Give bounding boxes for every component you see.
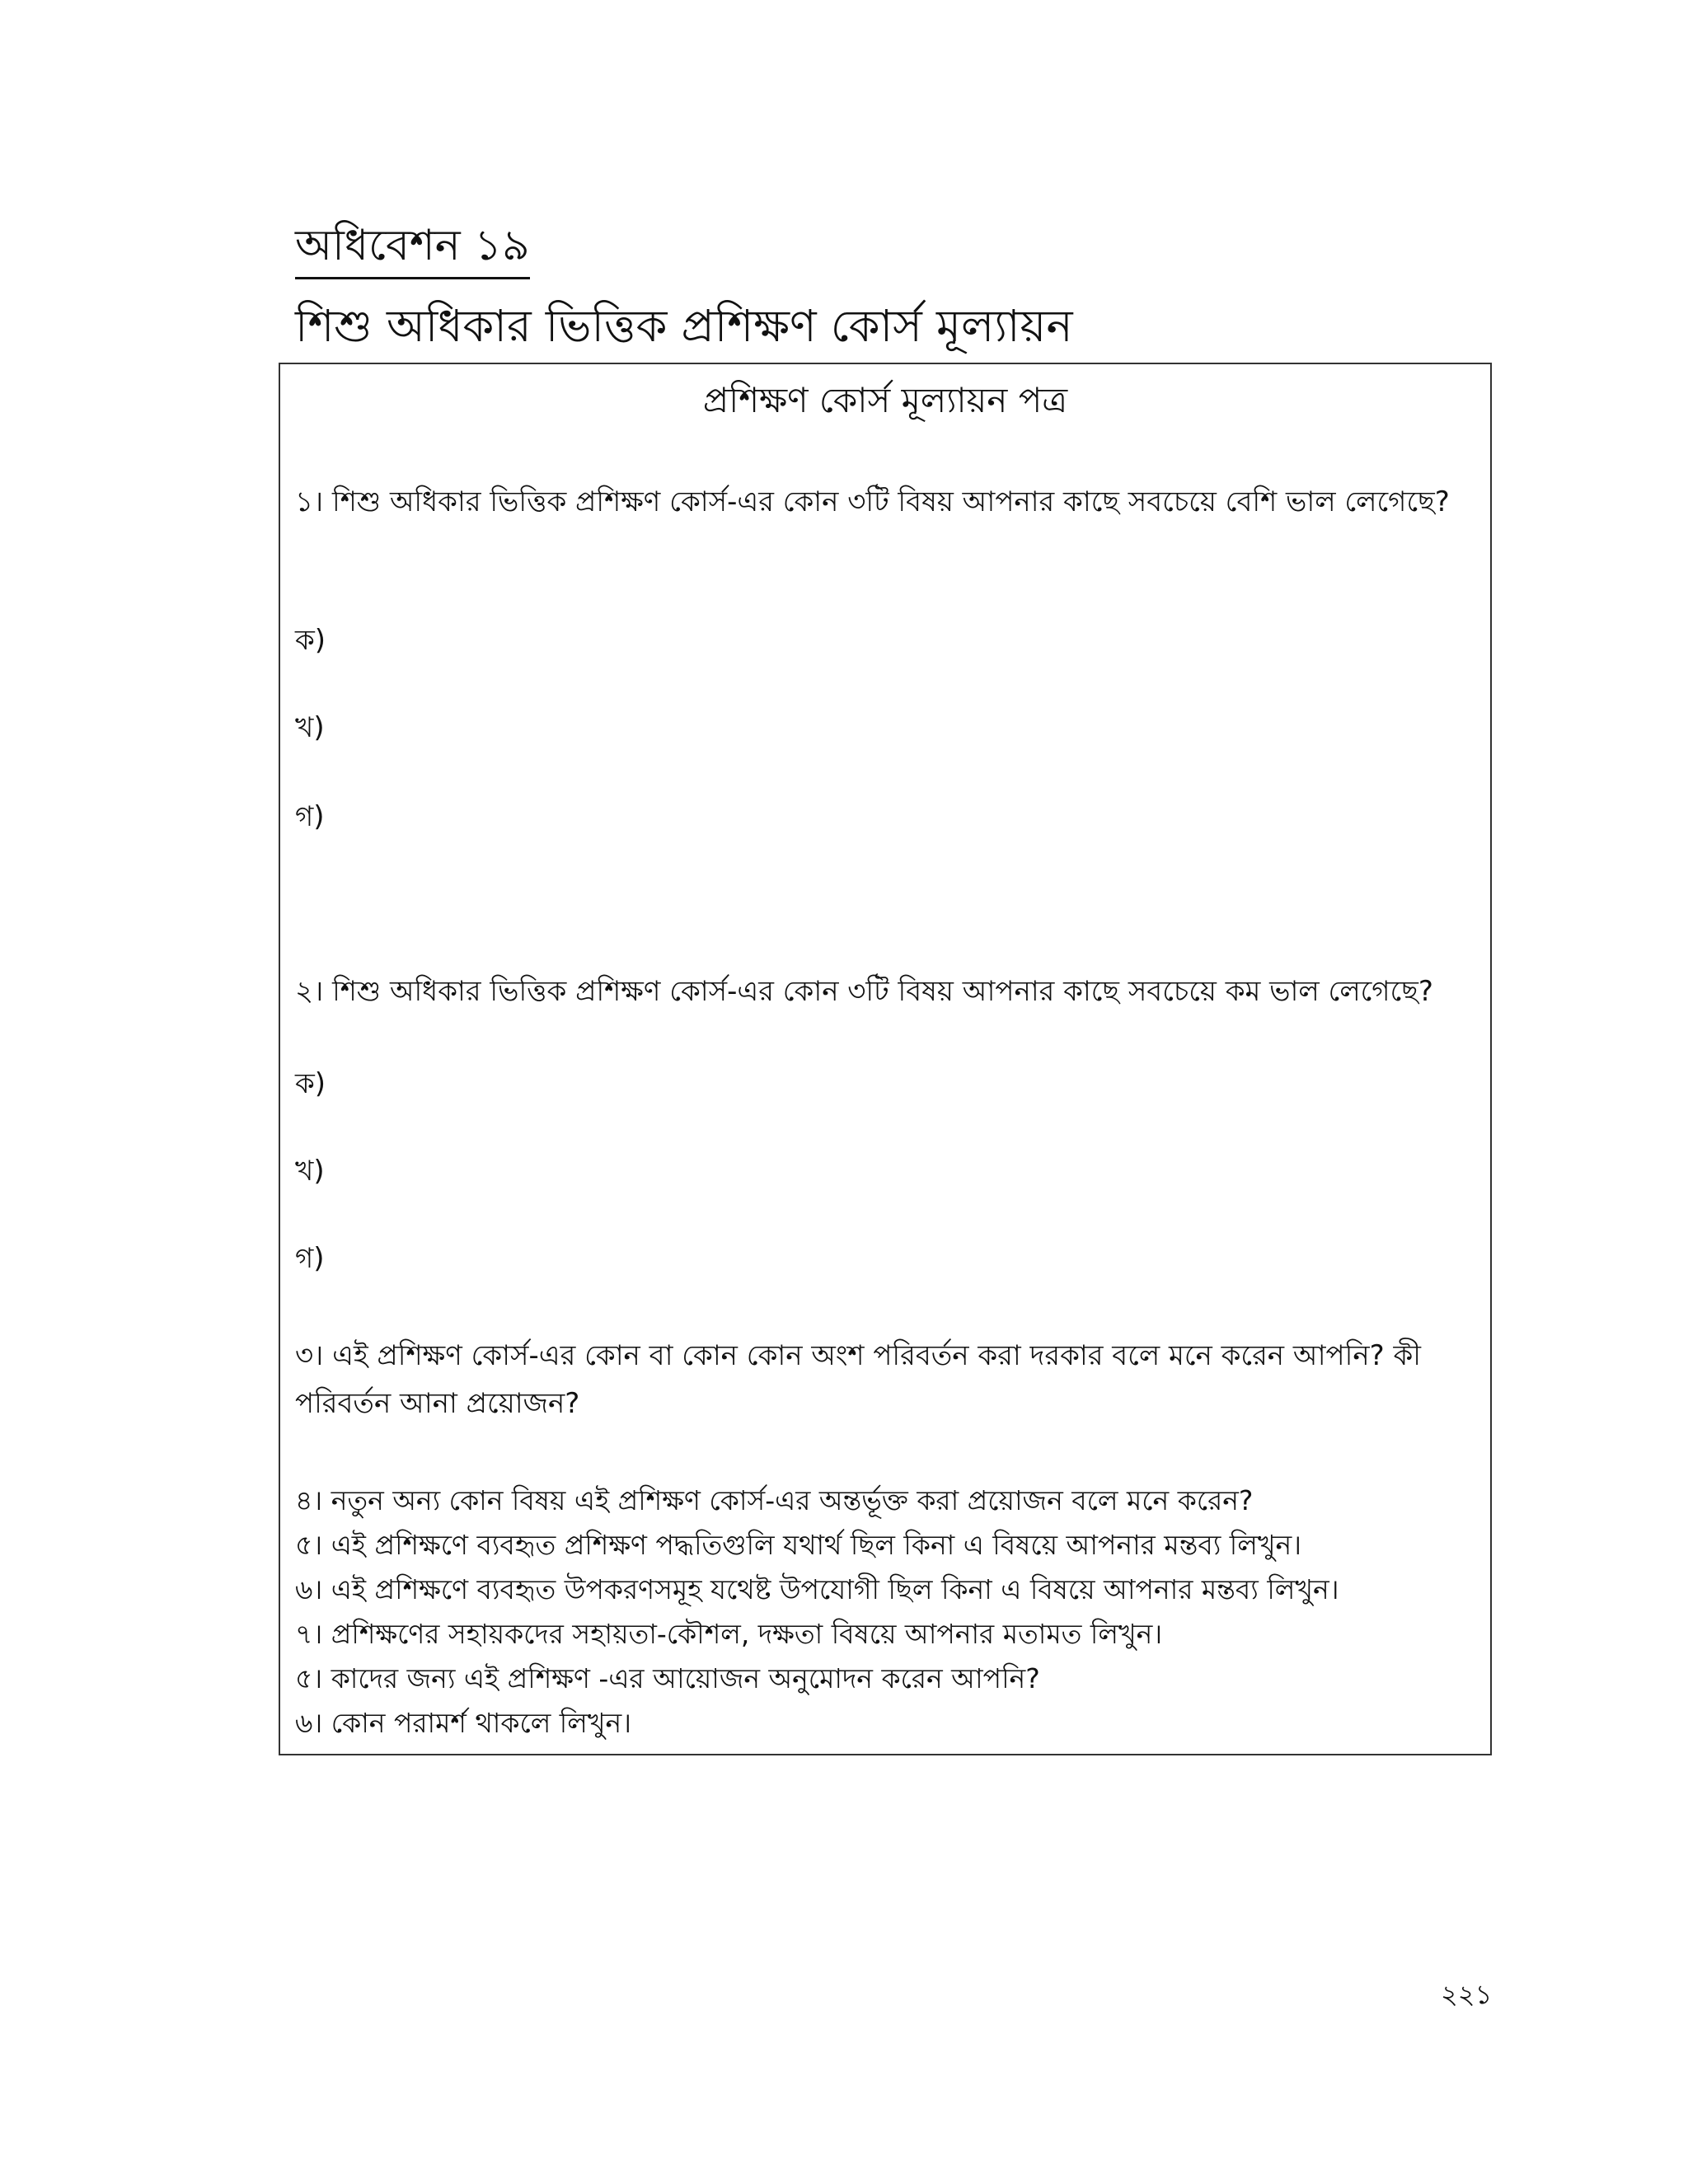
list-item: ৪। নতুন অন্য কোন বিষয় এই প্রশিক্ষণ কোর্স-এর অন্তর্ভূক্ত করা প্রয়োজন বলে মনে করেন? [295,1484,1254,1516]
list-item: ৬। এই প্রশিক্ষণে ব্যবহৃত উপকরণসমূহ যথেষ্ট উপযোগী ছিল কিনা এ বিষয়ে আপনার মন্তব্য লিখুন। [295,1573,1339,1605]
page-title: শিশু অধিকার ভিত্তিক প্রশিক্ষণ কোর্স মূল্যায়ন [295,300,1073,352]
q1-option-ga: গ) [295,800,325,833]
form-heading: প্রশিক্ষণ কোর্স মূল্যায়ন পত্র [702,380,1068,420]
question-1: ১। শিশু অধিকার ভিত্তিক প্রশিক্ষণ কোর্স-এর কোন ৩টি বিষয় আপনার কাছে সবচেয়ে বেশি ভাল লেগেছে? [295,485,1450,518]
question-2: ২। শিশু অধিকার ভিত্তিক প্রশিক্ষণ কোর্স-এর কোন ৩টি বিষয় আপনার কাছে সবচেয়ে কম ভাল লেগেছে? [295,975,1433,1008]
list-item: ৬। কোন পরামর্শ থাকলে লিখুন। [295,1707,632,1739]
evaluation-form-box [279,363,1492,1755]
page-number: ২২১ [1441,1979,1493,2010]
list-item: ৭। প্রশিক্ষণের সহায়কদের সহায়তা-কৌশল, দক্ষতা বিষয়ে আপনার মতামত লিখুন। [295,1618,1163,1650]
session-title: অধিবেশন ১৯ [295,216,530,279]
question-3: ৩। এই প্রশিক্ষণ কোর্স-এর কোন বা কোন কোন অংশ পরিবর্তন করা দরকার বলে মনে করেন আপনি? কী পরিবর্তন আনা প্রয়োজন? [295,1339,1422,1420]
list-item: ৫। কাদের জন্য এই প্রশিক্ষণ -এর আয়োজন অনুমোদন করেন আপনি? [295,1662,1040,1694]
q2-option-ka: ক) [295,1067,326,1100]
list-item: ৫। এই প্রশিক্ষণে ব্যবহৃত প্রশিক্ষণ পদ্ধতিগুলি যথার্থ ছিল কিনা এ বিষয়ে আপনার মন্তব্য লিখুন। [295,1529,1301,1561]
q2-option-ga: গ) [295,1242,325,1275]
q1-option-kha: খ) [295,711,325,744]
q2-option-kha: খ) [295,1155,325,1188]
q1-option-ka: ক) [295,624,326,657]
question-list [295,1479,1482,1746]
